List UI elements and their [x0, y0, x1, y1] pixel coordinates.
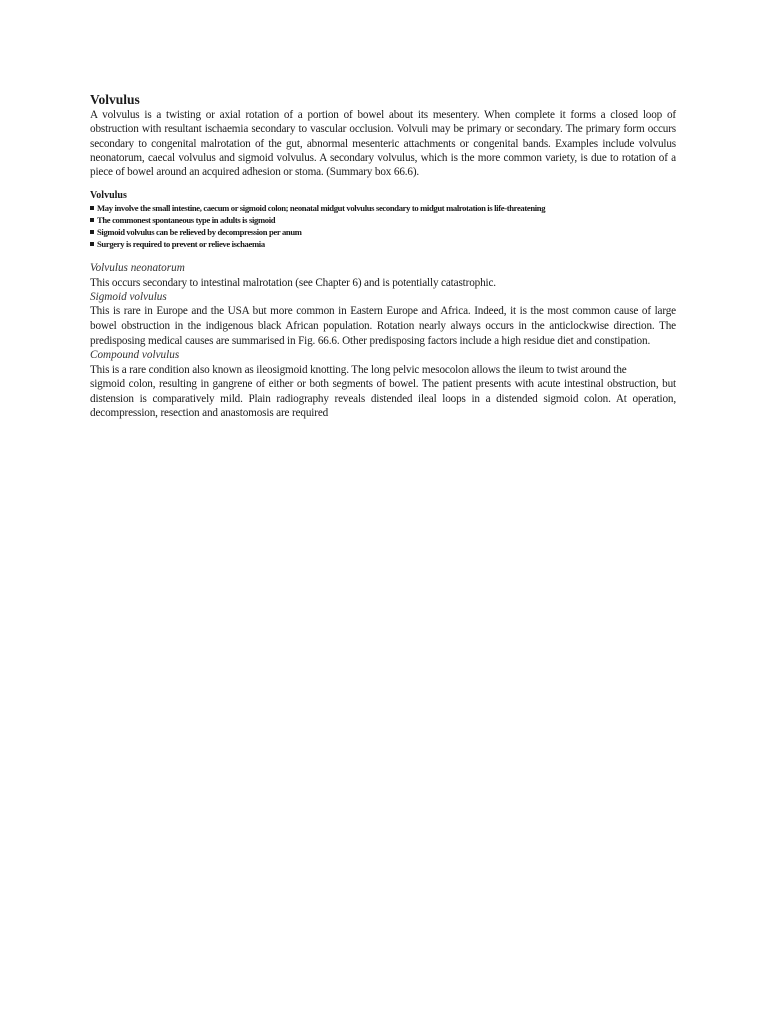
document-content	[90, 92, 676, 421]
section-body: This occurs secondary to intestinal malrotation (see Chapter 6) and is potentially catastrophic.	[90, 276, 496, 289]
summary-item	[90, 215, 676, 227]
summary-item-text: Sigmoid volvulus can be relieved by decompression per anum	[97, 226, 302, 237]
section-sigmoid-volvulus	[90, 290, 676, 348]
section-heading: Compound volvulus	[90, 349, 180, 362]
section-heading: Volvulus neonatorum	[90, 262, 185, 275]
sections	[90, 261, 676, 421]
bullet-icon	[90, 206, 94, 210]
intro-paragraph: A volvulus is a twisting or axial rotation of a portion of bowel about its mesentery. When complete it forms a closed loop of obstruction with resultant ischaemia secondary to vascular occlusion. Volvuli may be primary or secondary. The primary form occurs secondary to congenital malrotation of the gut, abnormal mesenteric attachments or congenital bands. Examples include volvulus neonatorum, caecal volvulus and sigmoid volvulus. A secondary volvulus, which is the more common variety, is due to rotation of a piece of bowel around an acquired adhesion or stoma. (Summary box 66.6).	[90, 109, 676, 179]
section-body	[90, 363, 676, 421]
summary-item	[90, 239, 676, 251]
summary-item	[90, 227, 676, 239]
summary-box-title: Volvulus	[90, 190, 127, 202]
section-compound-volvulus	[90, 348, 676, 421]
summary-item-text: Surgery is required to prevent or relieve ischaemia	[97, 238, 265, 249]
page-title: Volvulus	[90, 92, 140, 107]
summary-item-text: The commonest spontaneous type in adults is sigmoid	[97, 215, 276, 226]
bullet-icon	[90, 230, 94, 234]
summary-list	[90, 203, 676, 250]
bullet-icon	[90, 218, 94, 222]
summary-item-text: May involve the small intestine, caecum or sigmoid colon; neonatal midgut volvulus secondary to midgut malrotation is life-threatening	[97, 203, 546, 214]
summary-item	[90, 203, 676, 215]
summary-box	[90, 190, 676, 250]
section-heading: Sigmoid volvulus	[90, 291, 167, 304]
bullet-icon	[90, 242, 94, 246]
section-body-line: sigmoid colon, resulting in gangrene of either or both segments of bowel. The patient presents with acute intestinal obstruction, but distension is comparatively mild. Plain radiography reveals distended ileal loops in a distended sigmoid colon. At operation, decompression, resection and anastomosis are required	[90, 378, 676, 420]
section-volvulus-neonatorum	[90, 261, 676, 290]
section-body: This is rare in Europe and the USA but more common in Eastern Europe and Africa. Indeed, it is the most common cause of large bowel obstruction in the indigenous black African population. Rotation nearly always occurs in the anticlockwise direction. The predisposing medical causes are summarised in Fig. 66.6. Other predisposing factors include a high residue diet and constipation.	[90, 305, 676, 347]
section-body-line: This is a rare condition also known as ileosigmoid knotting. The long pelvic mesocolon allows the ileum to twist around the	[90, 363, 627, 376]
